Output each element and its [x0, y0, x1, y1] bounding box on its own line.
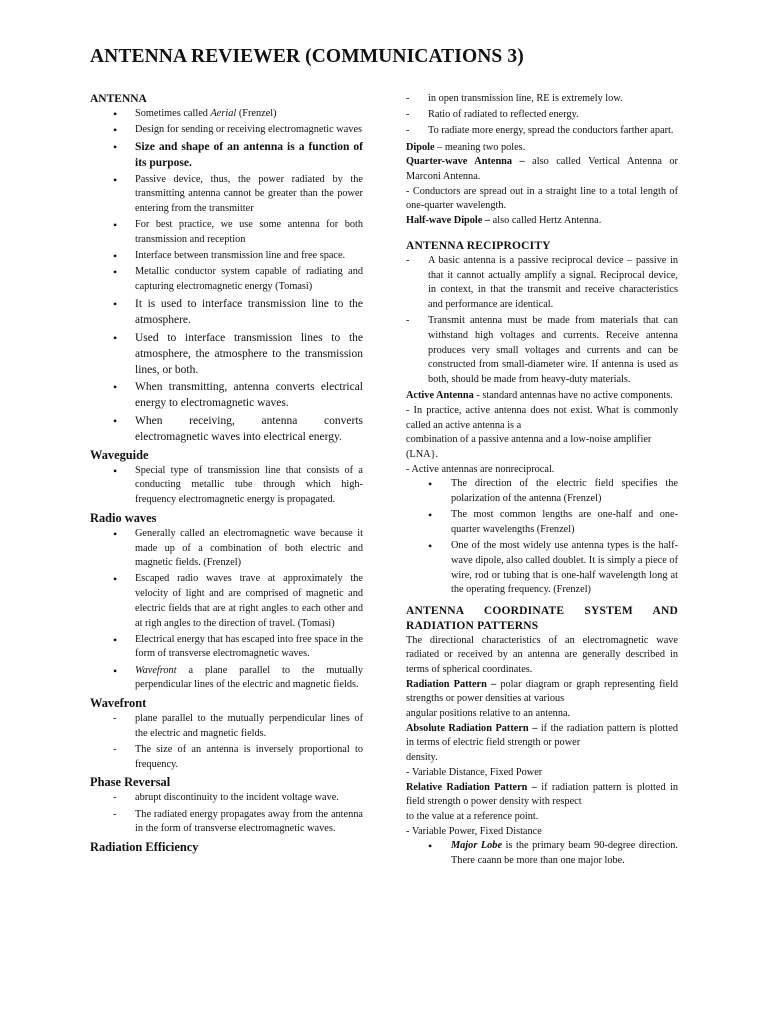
antenna-list	[90, 107, 363, 445]
density-note: density.	[406, 752, 438, 764]
list-item: - in open transmission line, RE is extremely low.	[406, 92, 678, 107]
section-heading-waveguide: Waveguide	[90, 447, 149, 462]
list-item: • It is used to interface transmission line to the atmosphere.	[90, 296, 363, 328]
relative-pattern-definition: Relative Radiation Pattern – if radiation pattern is plotted in field strength o power density with respect	[406, 781, 678, 808]
list-item: • The direction of the electric field specifies the polarization of the antenna (Frenzel)	[406, 477, 678, 506]
list-item: • One of the most widely use antenna types is the half-wave dipole, also called doublet. It is simply a piece of wire, rod or tubing that is one-half wavelength long at the operating frequency. (Frenzel)	[406, 539, 678, 598]
nonreciprocal-note: - Active antennas are nonreciprocal.	[406, 463, 555, 475]
list-item: - Transmit antenna must be made from materials that can withstand high voltages and currents. Receive antenna produces very small voltages and currents and can be constructed from small-diameter wire. If antenna is used as both, should be made from heavy-duty materials.	[406, 314, 678, 388]
list-item: • Metallic conductor system capable of radiating and capturing electromagnetic energy (Tomasi)	[90, 265, 363, 294]
list-item: • For best practice, we use some antenna for both transmission and reception	[90, 218, 363, 247]
reciprocity-list	[406, 254, 678, 388]
right-column	[406, 92, 678, 870]
combination-note: combination of a passive antenna and a low-noise amplifier (LNA}.	[406, 434, 652, 460]
absolute-pattern-definition: Absolute Radiation Pattern – if the radiation pattern is plotted in terms of electric field strength or power	[406, 722, 678, 749]
section-heading-wavefront: Wavefront	[90, 696, 147, 711]
lobe-list	[406, 839, 678, 868]
list-item: - abrupt discontinuity to the incident voltage wave.	[90, 791, 363, 806]
radio-waves-list	[90, 527, 363, 693]
list-item: - The size of an antenna is inversely proportional to frequency.	[90, 743, 363, 772]
angular-note: angular positions relative to an antenna.	[406, 708, 571, 720]
left-column	[90, 92, 363, 856]
variable-distance-note: - Variable Distance, Fixed Power	[406, 766, 543, 778]
list-item: • Wavefront a plane parallel to the mutually perpendicular lines of the electric and magnetic fields.	[90, 664, 363, 693]
radiation-pattern-definition: Radiation Pattern – polar diagram or graph representing field strengths or power densities at various	[406, 678, 678, 705]
section-heading-antenna: ANTENNA	[90, 93, 147, 105]
list-item: - The radiated energy propagates away from the antenna in the form of transverse electromagnetic waves.	[90, 808, 363, 837]
list-item: • Passive device, thus, the power radiated by the transmitting antenna cannot be greater than the power entering from the transmitter	[90, 173, 363, 217]
section-heading-radio-waves: Radio waves	[90, 510, 157, 525]
document-title: ANTENNA REVIEWER (COMMUNICATIONS 3)	[90, 46, 524, 67]
list-item: • When receiving, antenna converts electromagnetic waves into electrical energy.	[90, 413, 363, 445]
list-item: • The most common lengths are one-half and one-quarter wavelengths (Frenzel)	[406, 508, 678, 537]
section-heading-phase-reversal: Phase Reversal	[90, 775, 171, 790]
list-item: • Electrical energy that has escaped into free space in the form of transverse electromagnetic waves.	[90, 633, 363, 662]
list-item: • Used to interface transmission lines to the atmosphere, the atmosphere to the transmission lines, or both.	[90, 330, 363, 378]
list-item: - plane parallel to the mutually perpendicular lines of the electric and magnetic fields.	[90, 712, 363, 741]
waveguide-list	[90, 464, 363, 508]
list-item: • Major Lobe is the primary beam 90-degree direction. There caann be more than one major lobe.	[406, 839, 678, 868]
radiation-efficiency-list	[406, 92, 678, 139]
quarter-wave-definition: Quarter-wave Antenna – also called Vertical Antenna or Marconi Antenna.	[406, 156, 678, 183]
coordinate-intro: The directional characteristics of an electromagnetic wave radiated or received by an antenna are generally described in terms of spherical coordinates.	[406, 634, 678, 675]
active-antenna-list	[406, 477, 678, 598]
list-item: • When transmitting, antenna converts electrical energy to electromagnetic waves.	[90, 379, 363, 411]
list-item: - Ratio of radiated to reflected energy.	[406, 108, 678, 123]
conductors-note: - Conductors are spread out in a straight line to a total length of one-quarter wavelength.	[406, 185, 678, 212]
wavefront-list	[90, 712, 363, 772]
list-item: • Design for sending or receiving electromagnetic waves	[90, 123, 363, 138]
active-antenna-definition: Active Antenna - standard antennas have no active components.	[406, 390, 673, 402]
half-wave-definition: Half-wave Dipole – also called Hertz Antenna.	[406, 215, 602, 227]
dipole-definition: Dipole – meaning two poles.	[406, 141, 526, 153]
list-item: • Interface between transmission line and free space.	[90, 249, 363, 264]
list-item: • Sometimes called Aerial (Frenzel)	[90, 107, 363, 122]
list-item: - To radiate more energy, spread the conductors farther apart.	[406, 124, 678, 139]
section-heading-coordinate-system: ANTENNA COORDINATE SYSTEM AND RADIATION PATTERNS	[406, 604, 678, 632]
list-item: • Special type of transmission line that consists of a conducting metallic tube through which high-frequency electromagnetic energy is propagated.	[90, 464, 363, 508]
list-item: • Generally called an electromagnetic wave because it made up of a combination of both electric and magnetic fields. (Frenzel)	[90, 527, 363, 571]
reference-point-note: to the value at a reference point.	[406, 810, 539, 822]
list-item: - A basic antenna is a passive reciprocal device – passive in that it cannot actually amplify a signal. Reciprocal device, in context, in that the transmit and receive characteristics and performance are identical.	[406, 254, 678, 313]
list-item: • Escaped radio waves trave at approximately the velocity of light and are comprised of magnetic and electric fields that are at right angles to each other and at righ angles to the direction of travel. (Tomasi)	[90, 572, 363, 631]
list-item: • Size and shape of an antenna is a function of its purpose.	[90, 139, 363, 171]
section-heading-radiation-efficiency: Radiation Efficiency	[90, 840, 199, 854]
variable-power-note: - Variable Power, Fixed Distance	[406, 825, 542, 837]
section-heading-reciprocity: ANTENNA RECIPROCITY	[406, 239, 551, 252]
practice-note: - In practice, active antenna does not exist. What is commonly called an active antenna is a	[406, 404, 678, 431]
phase-reversal-list	[90, 791, 363, 837]
